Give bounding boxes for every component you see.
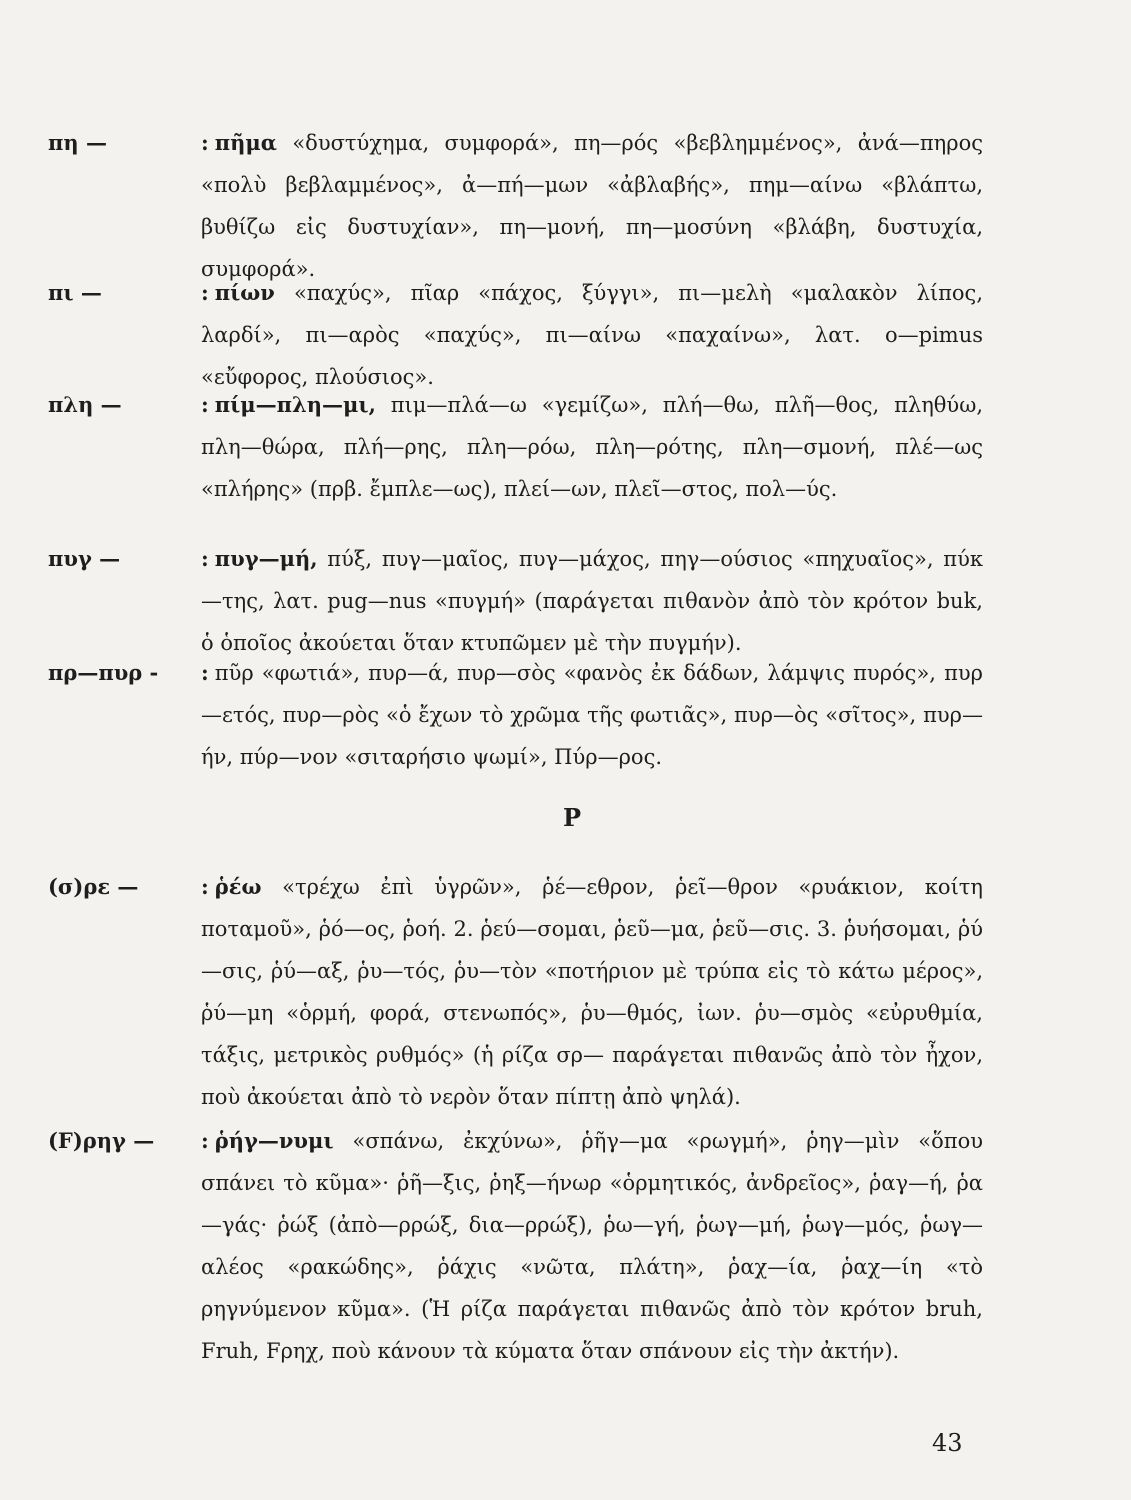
- entry-body: [201, 122, 983, 290]
- entry-root: πη —: [48, 130, 107, 155]
- entry-text: «σπάνω, ἐκχύνω», ῥῆγ—μα «ρωγμή», ῥηγ—μὶν «ὅπου σπάνει τὸ κῦμα»· ῥῆ—ξις, ῥηξ—ήνωρ «ὁρμητικός, ἀνδρεῖος», ῥαγ—ή, ῥα—γάς· ῥώξ (ἀπὸ—ρρώξ, δια—ρρώξ), ῥω—γή, ῥωγ—μή, ῥωγ—μός, ῥωγ—αλέος «ρακώδης», ῥάχις «νῶτα, πλάτη», ῥαχ—ία, ῥαχ—ίη «τὸ ρηγνύμενον κῦμα». (Ἡ ρίζα παράγεται πιθανῶς ἀπὸ τὸν κρότον bruh, Fruh, Fρηχ, ποὺ κάνουν τὰ κύματα ὅταν σπάνουν εἰς τὴν ἀκτήν).: [201, 1129, 983, 1363]
- entry-body: [201, 538, 983, 664]
- entry-colon: :: [201, 660, 209, 685]
- entry-headword: ῥήγ—νυμι: [214, 1128, 334, 1153]
- entry-body: [201, 384, 983, 510]
- section-letter: Ρ: [563, 803, 582, 832]
- entry-headword: πίων: [214, 280, 275, 305]
- entry-root: πρ—πυρ -: [48, 660, 159, 685]
- entry-pi: [48, 272, 983, 398]
- entry-text: πιμ—πλά—ω «γεμίζω», πλή—θω, πλῆ—θος, πληθύω, πλη—θώρα, πλή—ρης, πλη—ρόω, πλη—ρότης, πλη—σμονή, πλέ—ως «πλήρης» (πρβ. ἔμπλε—ως), πλεί—ων, πλεῖ—στος, πολ—ύς.: [201, 393, 983, 501]
- entry-rheg: [48, 1120, 983, 1372]
- entry-text: πύξ, πυγ—μαῖος, πυγ—μάχος, πηγ—ούσιος «πηχυαῖος», πύκ—της, λατ. pug—nus «πυγμή» (παράγεται πιθανὸν ἀπὸ τὸν κρότον buk, ὁ ὁποῖος ἀκούεται ὅταν κτυπῶμεν μὲ τὴν πυγμήν).: [201, 547, 983, 655]
- entry-root: πλη —: [48, 392, 122, 417]
- entry-pe: [48, 122, 983, 290]
- entry-headword: πῆμα: [214, 130, 277, 155]
- entry-colon: :: [201, 546, 209, 571]
- entry-colon: :: [201, 280, 209, 305]
- entry-headword: πίμ—πλη—μι,: [214, 392, 376, 417]
- entry-text: «τρέχω ἐπὶ ὑγρῶν», ῥέ—εθρον, ῥεῖ—θρον «ρυάκιον, κοίτη ποταμοῦ», ῥό—ος, ῥοή. 2. ῥεύ—σομαι, ῥεῦ—μα, ῥεῦ—σις. 3. ῥυήσομαι, ῥύ—σις, ῥύ—αξ, ῥυ—τός, ῥυ—τὸν «ποτήριον μὲ τρύπα εἰς τὸ κάτω μέρος», ῥύ—μη «ὁρμή, φορά, στενωπός», ῥυ—θμός, ἰων. ῥυ—σμὸς «εὐρυθμία, τάξις, μετρικὸς ρυθμός» (ἡ ρίζα σρ— παράγεται πιθανῶς ἀπὸ τὸν ἦχον, ποὺ ἀκούεται ἀπὸ τὸ νερὸν ὅταν πίπτῃ ἀπὸ ψηλά).: [201, 875, 983, 1109]
- entry-headword: πυγ—μή,: [214, 546, 318, 571]
- entry-body: [201, 1120, 983, 1372]
- entry-colon: :: [201, 1128, 209, 1153]
- entry-ple: [48, 384, 983, 510]
- page-number: 43: [932, 1429, 963, 1457]
- entry-body: [201, 652, 983, 778]
- entry-colon: :: [201, 130, 209, 155]
- entry-text: «δυστύχημα, συμφορά», πη—ρός «βεβλημμένος», ἀνά—πηρος «πολὺ βεβλαμμένος», ἀ—πή—μων «ἀβλαβής», πημ—αίνω «βλάπτω, βυθίζω εἰς δυστυχίαν», πη—μονή, πη—μοσύνη «βλάβη, δυστυχία, συμφορά».: [201, 131, 983, 281]
- entry-root: (F)ρηγ —: [48, 1128, 155, 1153]
- entry-root: (σ)ρε —: [48, 874, 139, 899]
- entry-headword: ῥέω: [214, 874, 262, 899]
- entry-colon: :: [201, 392, 209, 417]
- entry-rhe: [48, 866, 983, 1118]
- entry-root: πι —: [48, 280, 102, 305]
- entry-body: [201, 272, 983, 398]
- entry-pyg: [48, 538, 983, 664]
- entry-pyr: [48, 652, 983, 778]
- entry-text: «παχύς», πῖαρ «πάχος, ξύγγι», πι—μελὴ «μαλακὸν λίπος, λαρδί», πι—αρὸς «παχύς», πι—αίνω «παχαίνω», λατ. o—pimus «εὔφορος, πλούσιος».: [201, 281, 983, 389]
- entry-text: πῦρ «φωτιά», πυρ—ά, πυρ—σὸς «φανὸς ἐκ δάδων, λάμψις πυρός», πυρ—ετός, πυρ—ρὸς «ὁ ἔχων τὸ χρῶμα τῆς φωτιᾶς», πυρ—ὸς «σῖτος», πυρ—ήν, πύρ—νον «σιταρήσιο ψωμί», Πύρ—ρος.: [201, 661, 983, 769]
- entry-colon: :: [201, 874, 209, 899]
- entry-body: [201, 866, 983, 1118]
- entry-root: πυγ —: [48, 546, 121, 571]
